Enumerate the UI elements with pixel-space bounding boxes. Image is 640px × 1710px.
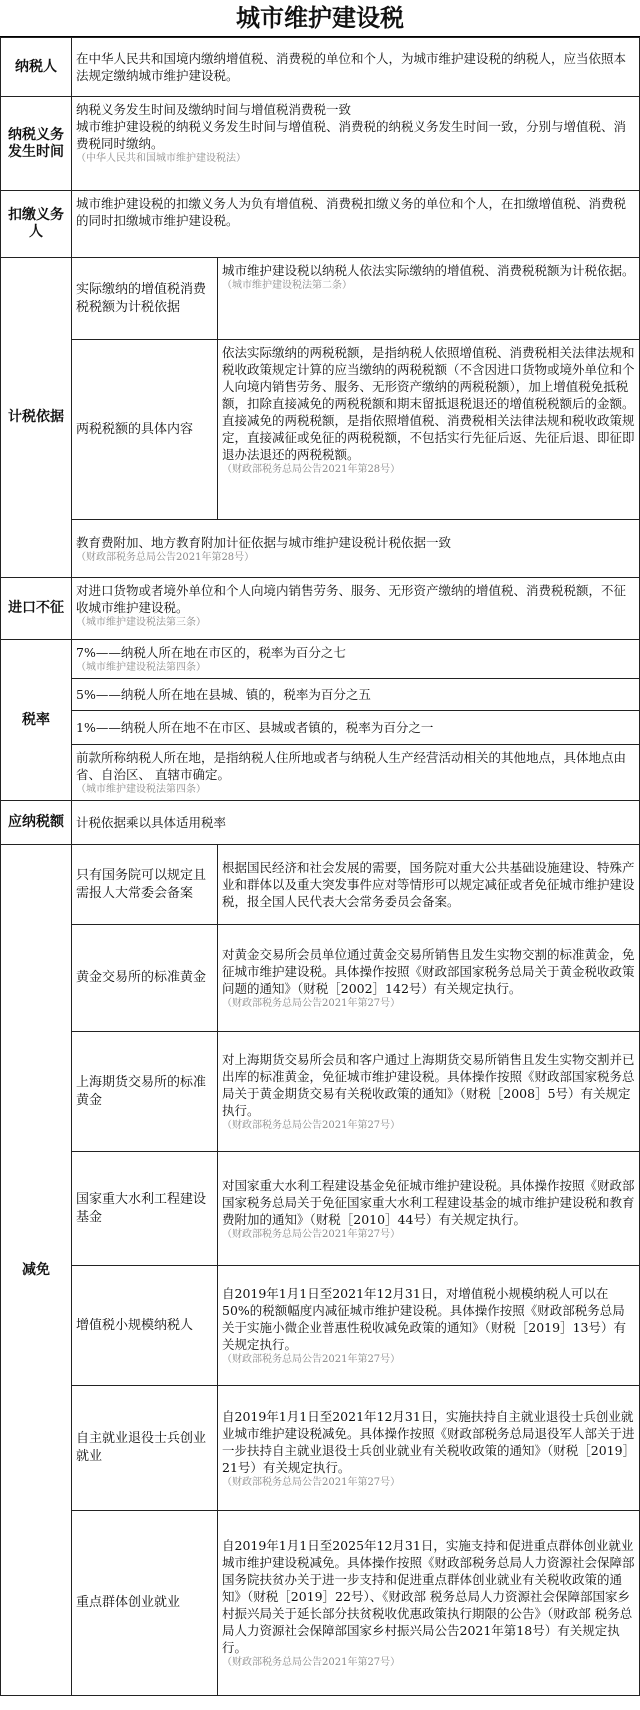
rate-7: 7%——纳税人所在地在市区的，税率为百分之七 (76, 645, 346, 660)
basis-note-3: （财政部税务总局公告2021年第28号） (76, 551, 255, 563)
relief-cell (218, 1511, 640, 1696)
row-relief-6 (1, 1386, 640, 1511)
relief-note: （财政部税务总局公告2021年第27号） (222, 1476, 401, 1488)
import-note: （城市维护建设税法第三条） (76, 617, 206, 628)
row-relief-3 (1, 1032, 640, 1152)
basis-note-1: （城市维护建设税法第二条） (222, 280, 352, 291)
relief-note: （财政部税务总局公告2021年第27号） (222, 1120, 401, 1131)
row-rate-1 (1, 640, 640, 679)
relief-text: 对上海期货交易所会员和客户通过上海期货交易所销售且发生实物交割并已出库的标准黄金，免征城市维护建设税。具体操作按照《财政部国家税务总局关于黄金期货交易有关税收政策的通知》（财税［2008］5号）有关规定执行。 (222, 1052, 635, 1118)
relief-note: （财政部税务总局公告2021年第27号） (222, 1657, 401, 1668)
row-rate-4 (1, 745, 640, 801)
row-basis-2 (1, 340, 640, 520)
rate-5: 5%——纳税人所在地在县城、镇的，税率为百分之五 (72, 679, 640, 711)
basis-note-2: （财政部税务总局公告2021年第28号） (222, 464, 401, 475)
basis-text-2a: 依法实际缴纳的两税税额，是指纳税人依照增值税、消费税相关法律法规和税收政策规定计算的应当缴纳的两税税额（不含因进口货物或境外单位和个人向境内销售劳务、服务、无形资产缴纳的两税税额），加上增值税免抵税额，扣除直接减免的两税税额和期末留抵退税退还的增值税税额后的金额。 (222, 345, 635, 411)
relief-cell (218, 1386, 640, 1511)
label-obligation-time: 纳税义务发生时间 (1, 97, 72, 191)
rate-note-4: （城市维护建设税法第四条） (76, 784, 206, 795)
rate-location: 前款所称纳税人所在地，是指纳税人住所地或者与纳税人生产经营活动相关的其他地点，具体地点由省、自治区、 直辖市确定。 (76, 750, 627, 782)
relief-text: 根据国民经济和社会发展的需要，国务院对重大公共基础设施建设、特殊产业和群体以及重大突发事件应对等情形可以规定减征或者免征城市维护建设税，报全国人民代表大会常务委员会备案。 (218, 845, 640, 925)
row-basis-3 (1, 520, 640, 578)
row-import (1, 578, 640, 640)
relief-text: 自2019年1月1日至2025年12月31日，实施支持和促进重点群体创业就业城市维护建设税减免。具体操作按照《财政部税务总局人力资源社会保障部国务院扶贫办关于进一步支持和促进重点群体创业就业有关税收政策的通知》（财税［2019］22号）、《财政部 税务总局人力资源社会保障部国家乡村振兴局关于延长部分扶贫税收优惠政策执行期限的公告》（财政部 税务总局人力资源社会保障部国家乡村振兴局公告2021年第18号）有关规定执行。 (222, 1538, 635, 1655)
relief-note: （财政部税务总局公告2021年第27号） (222, 1228, 401, 1240)
relief-text: 自2019年1月1日至2021年12月31日，对增值税小规模纳税人可以在50%的税额幅度内减征城市维护建设税。具体操作按照《财政部税务总局关于实施小微企业普惠性税收减免政策的通知》（财税［2019］13号）有关规定执行。 (222, 1286, 626, 1352)
page-title: 城市维护建设税 (0, 0, 640, 37)
import-cell (72, 578, 640, 640)
basis-text-1: 城市维护建设税以纳税人依法实际缴纳的增值税、消费税税额为计税依据。 (222, 263, 635, 278)
relief-text: 对国家重大水利工程建设基金免征城市维护建设税。具体操作按照《财政部国家税务总局关于免征国家重大水利工程建设基金的城市维护建设税和教育费附加的通知》（财税［2010］44号）有关规定执行。 (222, 1177, 635, 1227)
relief-note: （财政部税务总局公告2021年第27号） (222, 1354, 401, 1365)
row-relief-1 (1, 845, 640, 925)
payable-text: 计税依据乘以具体适用税率 (72, 801, 640, 845)
rate-note-1: （城市维护建设税法第四条） (76, 662, 206, 673)
relief-sub: 国家重大水利工程建设基金 (72, 1152, 218, 1266)
taxpayer-text: 在中华人民共和国境内缴纳增值税、消费税的单位和个人，为城市维护建设税的纳税人，应当依照本法规定缴纳城市维护建设税。 (72, 38, 640, 97)
relief-cell (218, 925, 640, 1032)
label-taxpayer: 纳税人 (1, 38, 72, 97)
relief-sub: 上海期货交易所的标准黄金 (72, 1032, 218, 1152)
row-relief-5 (1, 1266, 640, 1386)
rate-cell-1 (72, 640, 640, 679)
relief-sub: 自主就业退役士兵创业就业 (72, 1386, 218, 1511)
basis-sub-2: 两税税额的具体内容 (72, 340, 218, 520)
relief-note: （财政部税务总局公告2021年第27号） (222, 998, 401, 1009)
relief-sub: 重点群体创业就业 (72, 1511, 218, 1696)
relief-cell (218, 1032, 640, 1152)
row-payable (1, 801, 640, 845)
label-payable: 应纳税额 (1, 801, 72, 845)
tax-table (0, 37, 640, 1696)
relief-text: 自2019年1月1日至2021年12月31日，实施扶持自主就业退役士兵创业就业城市维护建设税减免。具体操作按照《财政部税务总局退役军人部关于进一步扶持自主就业退役士兵创业就业有关税收政策的通知》（财税［2019］21号）有关规定执行。 (222, 1408, 635, 1475)
rate-1: 1%——纳税人所在地不在市区、县城或者镇的，税率为百分之一 (72, 711, 640, 745)
withholding-text: 城市维护建设税的扣缴义务人为负有增值税、消费税扣缴义务的单位和个人，在扣缴增值税、消费税的同时扣缴城市维护建设税。 (72, 191, 640, 258)
relief-cell (218, 1266, 640, 1386)
rate-cell-4 (72, 745, 640, 801)
relief-sub: 黄金交易所的标准黄金 (72, 925, 218, 1032)
label-withholding: 扣缴义务人 (1, 191, 72, 258)
obligation-line2: 城市维护建设税的纳税义务发生时间与增值税、消费税的纳税义务发生时间一致，分别与增值税、消费税同时缴纳。 (76, 119, 627, 151)
label-relief: 减免 (1, 845, 72, 1696)
label-rate: 税率 (1, 640, 72, 801)
row-withholding (1, 191, 640, 258)
row-relief-4 (1, 1152, 640, 1266)
row-basis-1 (1, 258, 640, 340)
row-relief-2 (1, 925, 640, 1032)
basis-cell-2 (218, 340, 640, 520)
row-rate-3 (1, 711, 640, 745)
obligation-line1: 纳税义务发生时间及缴纳时间与增值税消费税一致 (76, 102, 352, 117)
basis-text-2b: 直接减免的两税税额，是指依照增值税、消费税相关法律法规和税收政策规定，直接减征或免征的两税税额，不包括实行先征后返、先征后退、即征即退办法退还的两税税额。 (222, 413, 635, 462)
basis-text-3: 教育费附加、地方教育附加计征依据与城市维护建设税计税依据一致 (76, 534, 452, 550)
row-relief-7 (1, 1511, 640, 1696)
relief-sub: 只有国务院可以规定且需报人大常委会备案 (72, 845, 218, 925)
row-taxpayer (1, 38, 640, 97)
obligation-note: （中华人民共和国城市维护建设税法） (76, 153, 246, 164)
basis-cell-1 (218, 258, 640, 340)
row-rate-2 (1, 679, 640, 711)
import-text: 对进口货物或者境外单位和个人向境内销售劳务、服务、无形资产缴纳的增值税、消费税税额，不征收城市维护建设税。 (76, 583, 627, 615)
basis-sub-1: 实际缴纳的增值税消费税税额为计税依据 (72, 258, 218, 340)
relief-text: 对黄金交易所会员单位通过黄金交易所销售且发生实物交割的标准黄金，免征城市维护建设税。具体操作按照《财政部国家税务总局关于黄金税收政策问题的通知》（财税［2002］142号）有关规定执行。 (222, 947, 635, 996)
label-import: 进口不征 (1, 578, 72, 640)
row-obligation-time (1, 97, 640, 191)
relief-sub: 增值税小规模纳税人 (72, 1266, 218, 1386)
relief-cell (218, 1152, 640, 1266)
label-basis: 计税依据 (1, 258, 72, 578)
obligation-cell (72, 97, 640, 191)
basis-cell-3 (72, 520, 640, 578)
